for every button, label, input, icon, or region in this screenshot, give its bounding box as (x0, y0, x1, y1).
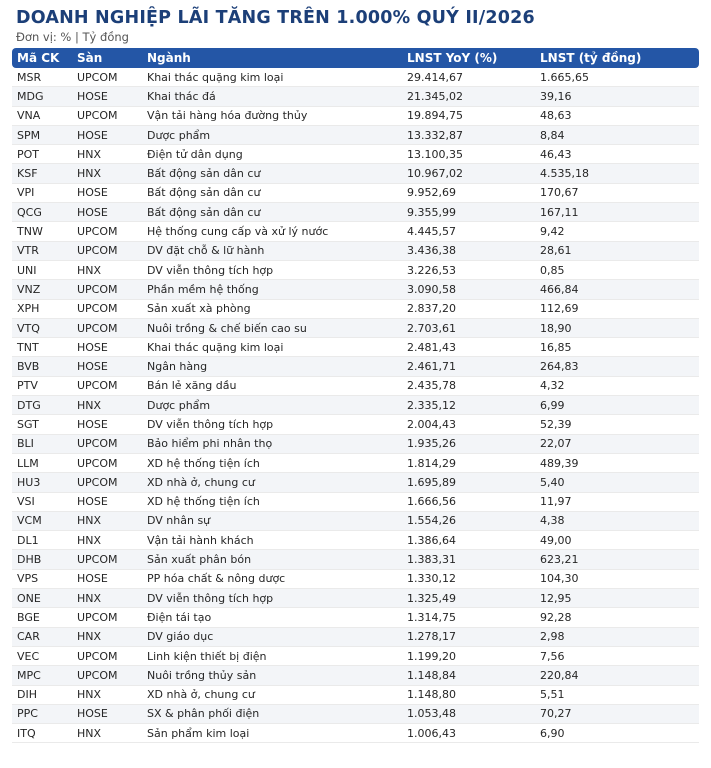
cell-profit-yoy: 3.226,53 (402, 260, 535, 279)
cell-industry: Ngân hàng (142, 357, 402, 376)
table-row (12, 125, 699, 144)
cell-ticker: VNZ (12, 280, 72, 299)
table-row (12, 299, 699, 318)
cell-ticker: MPC (12, 666, 72, 685)
cell-profit-yoy: 29.414,67 (402, 68, 535, 87)
cell-industry: Vận tải hành khách (142, 531, 402, 550)
cell-profit-yoy: 1.148,80 (402, 685, 535, 704)
cell-profit-yoy: 2.481,43 (402, 338, 535, 357)
cell-profit: 9,42 (535, 222, 699, 241)
table-row (12, 531, 699, 550)
cell-profit: 1.665,65 (535, 68, 699, 87)
table-row (12, 241, 699, 260)
cell-ticker: QCG (12, 203, 72, 222)
table-row (12, 203, 699, 222)
cell-industry: Khai thác quặng kim loại (142, 338, 402, 357)
cell-exchange: UPCOM (72, 434, 142, 453)
table-row (12, 183, 699, 202)
cell-industry: Phần mềm hệ thống (142, 280, 402, 299)
cell-industry: DV nhân sự (142, 511, 402, 530)
cell-profit-yoy: 4.445,57 (402, 222, 535, 241)
cell-exchange: UPCOM (72, 376, 142, 395)
cell-profit-yoy: 1.666,56 (402, 492, 535, 511)
cell-profit: 489,39 (535, 453, 699, 472)
table-header-row (12, 48, 699, 68)
cell-profit: 6,99 (535, 396, 699, 415)
cell-exchange: HNX (72, 260, 142, 279)
cell-ticker: SGT (12, 415, 72, 434)
cell-industry: Khai thác đá (142, 87, 402, 106)
cell-ticker: DL1 (12, 531, 72, 550)
cell-profit: 4,32 (535, 376, 699, 395)
cell-exchange: HNX (72, 627, 142, 646)
header-ticker: Mã CK (12, 48, 72, 68)
cell-industry: DV đặt chỗ & lữ hành (142, 241, 402, 260)
cell-profit-yoy: 3.090,58 (402, 280, 535, 299)
cell-ticker: MSR (12, 68, 72, 87)
cell-profit: 52,39 (535, 415, 699, 434)
cell-industry: Sản phẩm kim loại (142, 724, 402, 743)
table-row (12, 473, 699, 492)
cell-profit-yoy: 2.703,61 (402, 318, 535, 337)
cell-profit: 104,30 (535, 569, 699, 588)
cell-profit-yoy: 10.967,02 (402, 164, 535, 183)
cell-profit-yoy: 13.332,87 (402, 125, 535, 144)
cell-exchange: HOSE (72, 183, 142, 202)
cell-ticker: PTV (12, 376, 72, 395)
table-row (12, 106, 699, 125)
cell-industry: PP hóa chất & nông dược (142, 569, 402, 588)
cell-industry: Bất động sản dân cư (142, 164, 402, 183)
cell-profit-yoy: 3.436,38 (402, 241, 535, 260)
cell-profit: 70,27 (535, 704, 699, 723)
table-row (12, 318, 699, 337)
cell-exchange: HOSE (72, 357, 142, 376)
cell-profit-yoy: 9.355,99 (402, 203, 535, 222)
table-row (12, 145, 699, 164)
cell-profit: 16,85 (535, 338, 699, 357)
cell-profit-yoy: 1.006,43 (402, 724, 535, 743)
cell-industry: SX & phân phối điện (142, 704, 402, 723)
cell-profit: 7,56 (535, 646, 699, 665)
cell-profit: 39,16 (535, 87, 699, 106)
table-row (12, 415, 699, 434)
cell-profit-yoy: 9.952,69 (402, 183, 535, 202)
page-title: DOANH NGHIỆP LÃI TĂNG TRÊN 1.000% QUÝ II/2026 (16, 8, 535, 28)
cell-ticker: XPH (12, 299, 72, 318)
cell-ticker: TNT (12, 338, 72, 357)
cell-profit: 0,85 (535, 260, 699, 279)
cell-exchange: UPCOM (72, 666, 142, 685)
cell-ticker: VCM (12, 511, 72, 530)
cell-industry: DV giáo dục (142, 627, 402, 646)
cell-industry: Dược phẩm (142, 125, 402, 144)
table-row (12, 453, 699, 472)
cell-profit: 5,40 (535, 473, 699, 492)
table-row (12, 280, 699, 299)
cell-ticker: VPS (12, 569, 72, 588)
cell-ticker: POT (12, 145, 72, 164)
cell-exchange: UPCOM (72, 222, 142, 241)
cell-profit-yoy: 1.383,31 (402, 550, 535, 569)
cell-profit: 167,11 (535, 203, 699, 222)
cell-profit: 49,00 (535, 531, 699, 550)
cell-industry: Khai thác quặng kim loại (142, 68, 402, 87)
cell-profit: 5,51 (535, 685, 699, 704)
cell-industry: XD hệ thống tiện ích (142, 492, 402, 511)
cell-profit: 170,67 (535, 183, 699, 202)
cell-ticker: DHB (12, 550, 72, 569)
cell-industry: XD hệ thống tiện ích (142, 453, 402, 472)
cell-ticker: DTG (12, 396, 72, 415)
cell-ticker: BGE (12, 608, 72, 627)
cell-profit-yoy: 2.435,78 (402, 376, 535, 395)
cell-industry: Bán lẻ xăng dầu (142, 376, 402, 395)
cell-profit: 264,83 (535, 357, 699, 376)
table-row (12, 68, 699, 87)
cell-profit: 22,07 (535, 434, 699, 453)
table-row (12, 164, 699, 183)
cell-industry: Bảo hiểm phi nhân thọ (142, 434, 402, 453)
cell-profit-yoy: 1.148,84 (402, 666, 535, 685)
cell-exchange: HOSE (72, 704, 142, 723)
cell-exchange: HOSE (72, 415, 142, 434)
cell-ticker: VPI (12, 183, 72, 202)
table-row (12, 550, 699, 569)
cell-profit-yoy: 19.894,75 (402, 106, 535, 125)
table-row (12, 608, 699, 627)
cell-profit: 46,43 (535, 145, 699, 164)
table-row (12, 87, 699, 106)
cell-profit-yoy: 1.695,89 (402, 473, 535, 492)
cell-industry: Dược phẩm (142, 396, 402, 415)
cell-profit-yoy: 1.554,26 (402, 511, 535, 530)
table-row (12, 589, 699, 608)
cell-exchange: HOSE (72, 87, 142, 106)
cell-exchange: HNX (72, 396, 142, 415)
cell-industry: Bất động sản dân cư (142, 203, 402, 222)
cell-ticker: HU3 (12, 473, 72, 492)
cell-exchange: UPCOM (72, 608, 142, 627)
cell-industry: Điện tái tạo (142, 608, 402, 627)
cell-exchange: HNX (72, 724, 142, 743)
cell-industry: Điện tử dân dụng (142, 145, 402, 164)
cell-profit: 4.535,18 (535, 164, 699, 183)
cell-exchange: UPCOM (72, 299, 142, 318)
table-row (12, 646, 699, 665)
table-row (12, 666, 699, 685)
cell-exchange: HNX (72, 511, 142, 530)
cell-exchange: UPCOM (72, 550, 142, 569)
header-industry: Ngành (142, 48, 402, 68)
cell-ticker: MDG (12, 87, 72, 106)
cell-industry: Sản xuất xà phòng (142, 299, 402, 318)
cell-ticker: TNW (12, 222, 72, 241)
cell-industry: Sản xuất phân bón (142, 550, 402, 569)
cell-profit: 28,61 (535, 241, 699, 260)
cell-profit: 6,90 (535, 724, 699, 743)
data-table (12, 48, 699, 743)
table-row (12, 685, 699, 704)
table-row (12, 704, 699, 723)
cell-industry: Linh kiện thiết bị điện (142, 646, 402, 665)
cell-industry: XD nhà ở, chung cư (142, 685, 402, 704)
unit-note: Đơn vị: % | Tỷ đồng (16, 30, 129, 44)
cell-exchange: HNX (72, 164, 142, 183)
cell-profit: 112,69 (535, 299, 699, 318)
cell-profit-yoy: 2.004,43 (402, 415, 535, 434)
cell-exchange: UPCOM (72, 453, 142, 472)
cell-ticker: VTQ (12, 318, 72, 337)
cell-ticker: LLM (12, 453, 72, 472)
cell-industry: XD nhà ở, chung cư (142, 473, 402, 492)
cell-industry: Vận tải hàng hóa đường thủy (142, 106, 402, 125)
table-row (12, 396, 699, 415)
header-profit: LNST (tỷ đồng) (535, 48, 699, 68)
cell-profit: 466,84 (535, 280, 699, 299)
cell-ticker: UNI (12, 260, 72, 279)
cell-exchange: HOSE (72, 203, 142, 222)
cell-exchange: HNX (72, 145, 142, 164)
cell-ticker: PPC (12, 704, 72, 723)
cell-exchange: UPCOM (72, 68, 142, 87)
table-row (12, 338, 699, 357)
cell-profit-yoy: 1.386,64 (402, 531, 535, 550)
cell-exchange: HNX (72, 685, 142, 704)
cell-exchange: UPCOM (72, 473, 142, 492)
cell-industry: Hệ thống cung cấp và xử lý nước (142, 222, 402, 241)
cell-exchange: UPCOM (72, 241, 142, 260)
cell-profit-yoy: 1.325,49 (402, 589, 535, 608)
cell-ticker: VNA (12, 106, 72, 125)
cell-exchange: UPCOM (72, 280, 142, 299)
cell-ticker: ONE (12, 589, 72, 608)
header-exchange: Sàn (72, 48, 142, 68)
cell-ticker: DIH (12, 685, 72, 704)
cell-profit: 18,90 (535, 318, 699, 337)
cell-exchange: HOSE (72, 492, 142, 511)
cell-profit: 11,97 (535, 492, 699, 511)
cell-profit: 92,28 (535, 608, 699, 627)
cell-profit-yoy: 1.330,12 (402, 569, 535, 588)
cell-ticker: SPM (12, 125, 72, 144)
cell-profit: 12,95 (535, 589, 699, 608)
cell-ticker: KSF (12, 164, 72, 183)
cell-exchange: HNX (72, 589, 142, 608)
cell-profit-yoy: 2.335,12 (402, 396, 535, 415)
cell-ticker: VSI (12, 492, 72, 511)
cell-profit: 623,21 (535, 550, 699, 569)
cell-industry: Nuôi trồng thủy sản (142, 666, 402, 685)
cell-industry: DV viễn thông tích hợp (142, 260, 402, 279)
cell-exchange: HNX (72, 531, 142, 550)
cell-profit: 48,63 (535, 106, 699, 125)
cell-exchange: HOSE (72, 569, 142, 588)
table-body (12, 68, 699, 743)
cell-profit-yoy: 2.837,20 (402, 299, 535, 318)
cell-profit-yoy: 1.278,17 (402, 627, 535, 646)
table-row (12, 222, 699, 241)
cell-ticker: VEC (12, 646, 72, 665)
cell-ticker: VTR (12, 241, 72, 260)
table-row (12, 511, 699, 530)
cell-profit-yoy: 1.053,48 (402, 704, 535, 723)
table-row (12, 569, 699, 588)
cell-exchange: UPCOM (72, 106, 142, 125)
table-row (12, 434, 699, 453)
cell-ticker: BLI (12, 434, 72, 453)
header-profit-yoy: LNST YoY (%) (402, 48, 535, 68)
cell-profit-yoy: 1.199,20 (402, 646, 535, 665)
cell-profit: 8,84 (535, 125, 699, 144)
cell-profit-yoy: 13.100,35 (402, 145, 535, 164)
table-row (12, 260, 699, 279)
cell-profit: 2,98 (535, 627, 699, 646)
cell-industry: Nuôi trồng & chế biến cao su (142, 318, 402, 337)
cell-exchange: HOSE (72, 338, 142, 357)
table-row (12, 724, 699, 743)
cell-exchange: UPCOM (72, 318, 142, 337)
cell-ticker: BVB (12, 357, 72, 376)
cell-exchange: HOSE (72, 125, 142, 144)
cell-ticker: CAR (12, 627, 72, 646)
cell-profit-yoy: 1.935,26 (402, 434, 535, 453)
cell-profit: 220,84 (535, 666, 699, 685)
cell-ticker: ITQ (12, 724, 72, 743)
cell-profit-yoy: 21.345,02 (402, 87, 535, 106)
table-row (12, 627, 699, 646)
cell-industry: DV viễn thông tích hợp (142, 589, 402, 608)
cell-industry: Bất động sản dân cư (142, 183, 402, 202)
cell-profit: 4,38 (535, 511, 699, 530)
cell-profit-yoy: 1.314,75 (402, 608, 535, 627)
table-row (12, 357, 699, 376)
cell-industry: DV viễn thông tích hợp (142, 415, 402, 434)
table-row (12, 492, 699, 511)
cell-profit-yoy: 2.461,71 (402, 357, 535, 376)
cell-profit-yoy: 1.814,29 (402, 453, 535, 472)
cell-exchange: UPCOM (72, 646, 142, 665)
table-row (12, 376, 699, 395)
